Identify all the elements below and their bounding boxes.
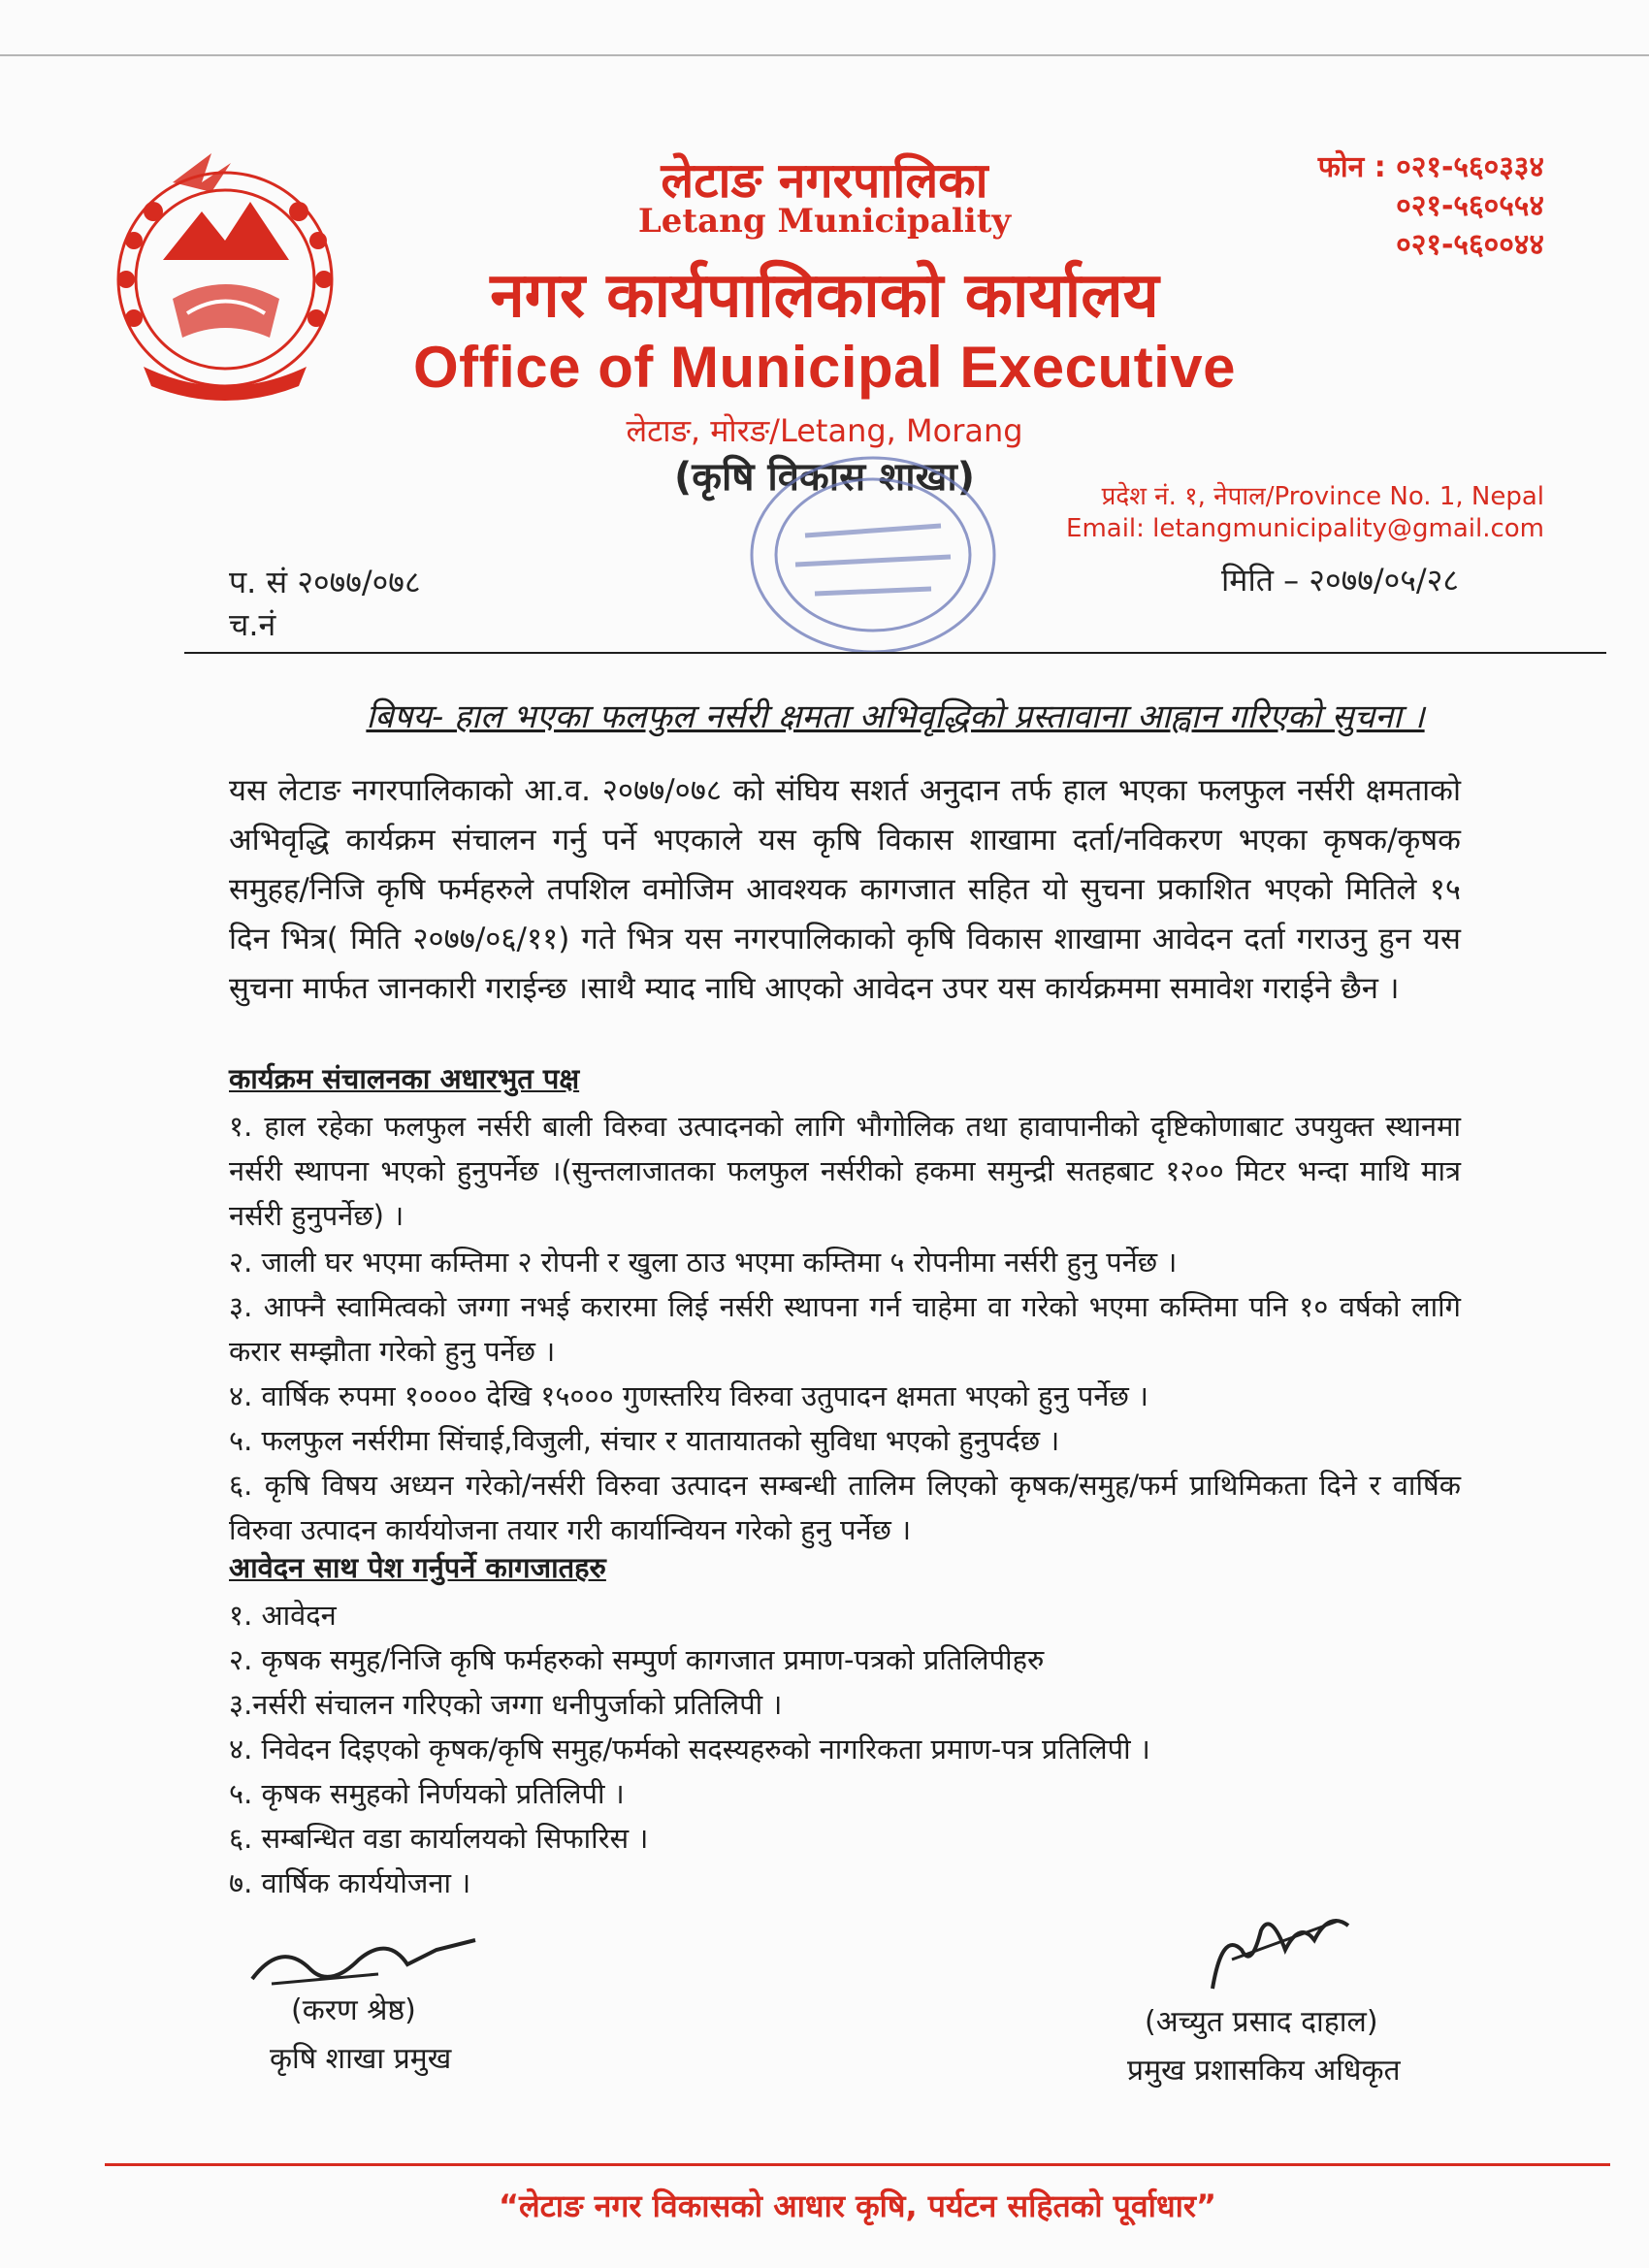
reference-number: प. सं २०७७/०७८ <box>229 564 421 600</box>
document-item: २. कृषक समुह/निजि कृषि फर्महरुको सम्पुर्ण कागजात प्रमाण-पत्रको प्रतिलिपीहरु <box>229 1643 1045 1676</box>
phone-number-1: फोन : ०२१-५६०३३४ <box>1317 150 1544 184</box>
phone-number-3: ०२१-५६००४४ <box>1396 228 1544 262</box>
phone-number-2: ०२१-५६०५५४ <box>1396 189 1544 223</box>
document-item: ५. कृषक समुहको निर्णयको प्रतिलिपी । <box>229 1777 625 1810</box>
criteria-item: ४. वार्षिक रुपमा १०००० देखि १५००० गुणस्तरिय विरुवा उतुपादन क्षमता भएको हुनु पर्नेछ । <box>229 1379 1148 1412</box>
signatory-left-name: (करण श्रेष्ठ) <box>291 1993 416 2027</box>
section-heading-criteria: कार्यक्रम संचालनका अधारभुत पक्ष <box>229 1062 580 1095</box>
municipality-emblem <box>95 144 355 404</box>
notice-subject: बिषय- हाल भएका फलफुल नर्सरी क्षमता अभिवृद्धिको प्रस्तावाना आह्वान गरिएको सुचना । <box>366 697 1425 736</box>
criteria-item: २. जाली घर भएमा कम्तिमा २ रोपनी र खुला ठाउ भएमा कम्तिमा ५ रोपनीमा नर्सरी हुनु पर्नेछ । <box>229 1246 1178 1279</box>
document-item: ६. सम्बन्धित वडा कार्यालयको सिफारिस । <box>229 1822 649 1855</box>
municipality-name-english: Letang Municipality <box>637 202 1012 241</box>
footer-slogan: “लेटाङ नगर विकासको आधार कृषि, पर्यटन सहितको पूर्वाधार” <box>498 2187 1217 2224</box>
notice-body: यस लेटाङ नगरपालिकाको आ.व. २०७७/०७८ को संघिय सशर्त अनुदान तर्फ हाल भएका फलफुल नर्सरी क्षमताको अभिवृद्धि कार्यक्रम संचालन गर्नु पर्ने भएकाले यस कृषि विकास शाखामा दर्ता/नविकरण भएका कृषक/कृषक समुहह/निजि कृषि फर्महरुले तपशिल वमोजिम आवश्यक कागजात सहित यो सुचना प्रकाशित भएको मितिले १५ दिन भित्र( मिति २०७७/०६/११) गते भित्र यस नगरपालिकाको कृषि विकास शाखामा आवेदन दर्ता गराउनु हुन यस सुचना मार्फत जानकारी गराईन्छ ।साथै म्याद नाघि आएको आवेदन उपर यस कार्यक्रममा समावेश गराईने छैन । <box>229 773 1461 1006</box>
signatory-right-name: (अच्युत प्रसाद दाहाल) <box>1145 2005 1378 2039</box>
document-item: ७. वार्षिक कार्ययोजना । <box>229 1866 471 1899</box>
office-stamp <box>737 448 1009 662</box>
section-name: (कृषि विकास शाखा) <box>674 455 975 500</box>
office-location: लेटाङ, मोरङ/Letang, Morang <box>626 412 1023 449</box>
criteria-item: ३. आफ्नै स्वामित्वको जग्गा नभई करारमा लिई नर्सरी स्थापना गर्न चाहेमा वा गरेको भएमा कम्तिमा पनि १० वर्षको लागि करार सम्झौता गरेको हुनु पर्नेछ । <box>229 1290 1461 1368</box>
document-item: ४. निवेदन दिइएको कृषक/कृषि समुह/फर्मको सदस्यहरुको नागरिकता प्रमाण-पत्र प्रतिलिपी । <box>229 1733 1150 1766</box>
signatory-left-title: कृषि शाखा प्रमुख <box>270 2042 452 2076</box>
signature-right <box>1193 1901 1368 2008</box>
document-item: १. आवेदन <box>229 1599 337 1632</box>
province-address: प्रदेश नं. १, नेपाल/Province No. 1, Nepal <box>1101 482 1544 511</box>
office-name-english: Office of Municipal Executive <box>412 335 1237 400</box>
footer-divider <box>105 2163 1610 2166</box>
top-border-line <box>0 54 1649 56</box>
signature-left <box>242 1921 495 1998</box>
criteria-item: १. हाल रहेका फलफुल नर्सरी बाली विरुवा उत्पादनको लागि भौगोलिक तथा हावापानीको दृष्टिकोणाबाट उपयुक्त स्थानमा नर्सरी स्थापना भएको हुनुपर्नेछ ।(सुन्तलाजातका फलफुल नर्सरीको हकमा समुन्द्री सतहबाट १२०० मिटर भन्दा माथि मात्र नर्सरी हुनुपर्नेछ) । <box>229 1110 1461 1232</box>
signatory-right-title: प्रमुख प्रशासकिय अधिकृत <box>1127 2054 1401 2088</box>
criteria-item: ६. कृषि विषय अध्यन गरेको/नर्सरी विरुवा उत्पादन सम्बन्धी तालिम लिएको कृषक/समुह/फर्म प्राथिमिकता दिने र वार्षिक विरुवा उत्पादन कार्ययोजना तयार गरी कार्यान्वियन गरेको हुनु पर्नेछ । <box>229 1469 1461 1546</box>
issue-date: मिति – २०७७/०५/२८ <box>1221 562 1459 599</box>
document-item: ३.नर्सरी संचालन गरिएको जग्गा धनीपुर्जाको प्रतिलिपी । <box>229 1688 783 1721</box>
criteria-item: ५. फलफुल नर्सरीमा सिंचाई,विजुली, संचार र यातायातको सुविधा भएको हुनुपर्दछ । <box>229 1424 1060 1457</box>
dispatch-number: च.नं <box>229 606 276 643</box>
email-address: Email: letangmunicipality@gmail.com <box>1066 514 1544 543</box>
section-heading-documents: आवेदन साथ पेश गर्नुपर्ने कागजातहरु <box>229 1551 606 1584</box>
header-divider <box>184 652 1606 654</box>
office-name-nepali: नगर कार्यपालिकाको कार्यालय <box>490 260 1159 332</box>
municipality-name-nepali: लेटाङ नगरपालिका <box>661 152 988 209</box>
